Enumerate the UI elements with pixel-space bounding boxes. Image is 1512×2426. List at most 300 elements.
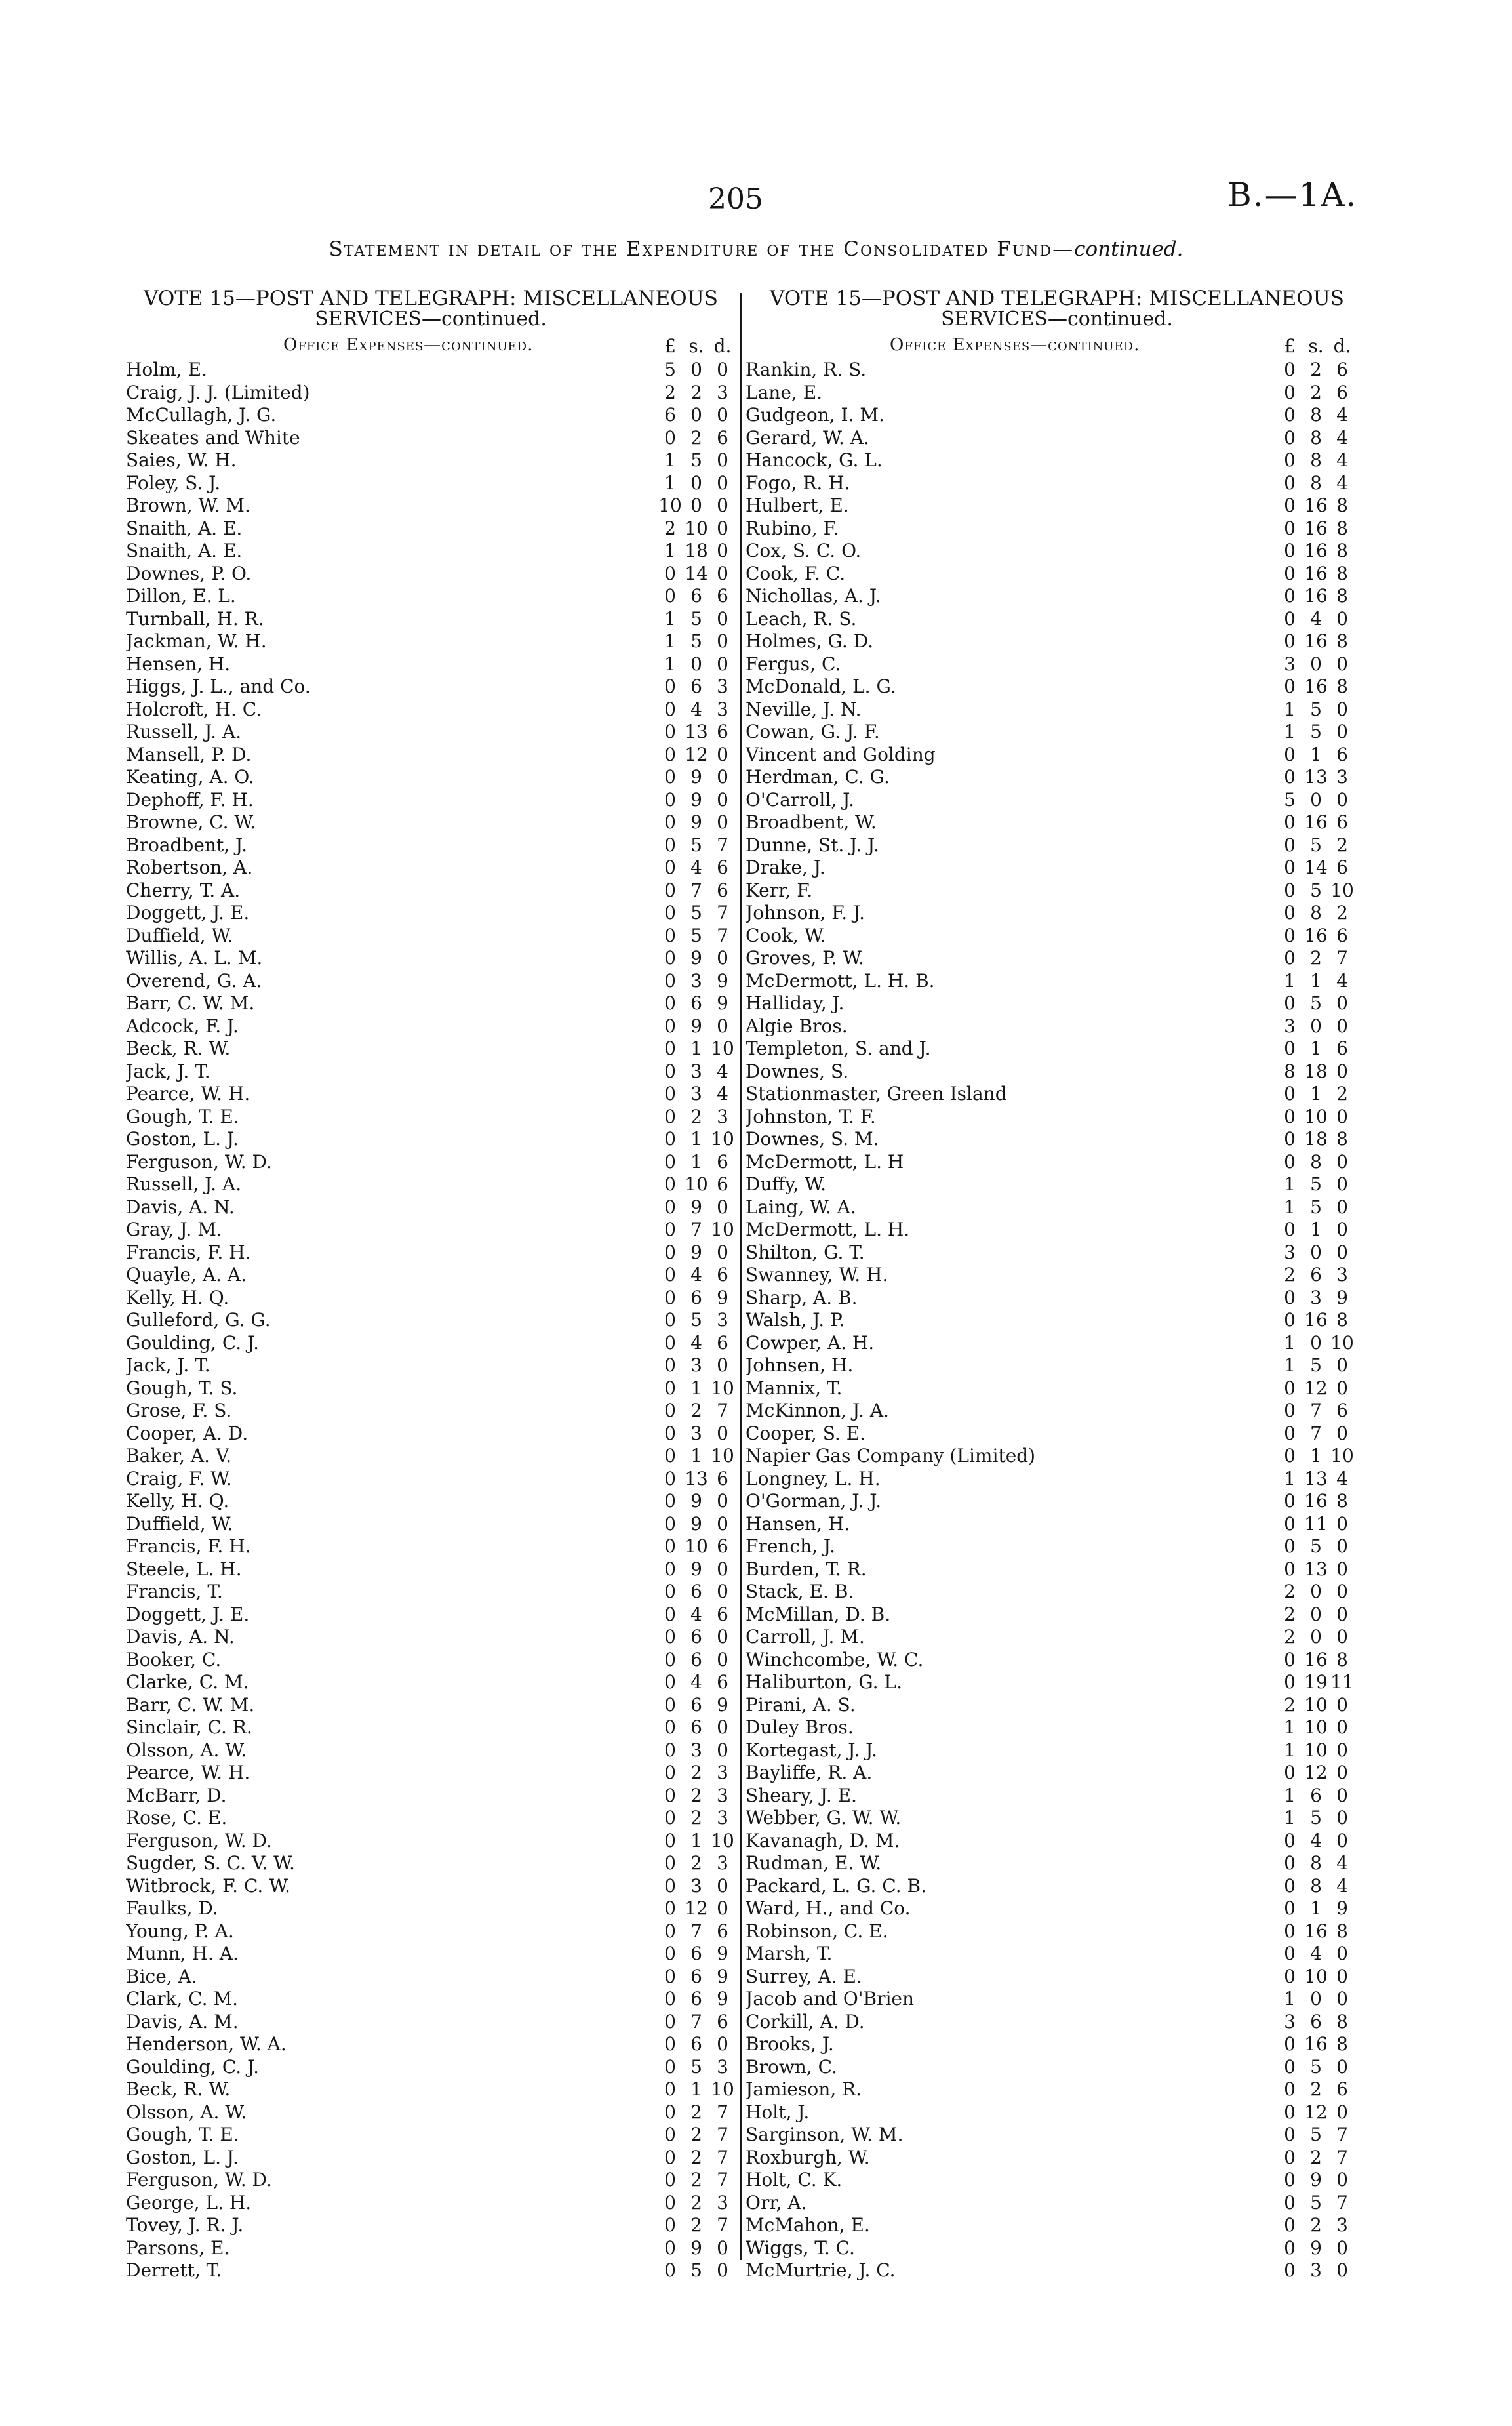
amount-pence: 7: [717, 2146, 728, 2168]
expense-row: [126, 834, 736, 857]
amount-shillings: 12: [1304, 1762, 1328, 1783]
payee-name: Johnston, T. F.: [746, 1105, 876, 1127]
amount-pounds: 2: [664, 517, 676, 539]
amount-shillings: 2: [690, 2191, 702, 2214]
expense-row: [746, 653, 1368, 676]
amount-shillings: 5: [690, 2055, 702, 2078]
expense-row: [746, 1083, 1368, 1106]
amount-pence: 6: [717, 1173, 728, 1195]
amount-pence: 6: [717, 1331, 728, 1354]
amount-pence: 0: [717, 2236, 728, 2259]
expense-row: [126, 721, 736, 744]
amount-pounds: 0: [664, 902, 676, 923]
amount-shillings: 1: [690, 1038, 702, 1059]
amount-shillings: 9: [690, 811, 702, 833]
amount-pence: 6: [717, 1150, 728, 1173]
amount-pounds: 1: [664, 607, 676, 630]
amount-pounds: 0: [1284, 1648, 1296, 1670]
amount-shillings: 8: [1310, 1874, 1322, 1897]
amount-pence: 0: [1336, 1241, 1348, 1263]
payee-name: Vincent and Golding: [746, 743, 936, 765]
amount-pounds: 0: [1284, 834, 1296, 856]
amount-shillings: 9: [690, 788, 702, 811]
payee-name: Jack, J. T.: [126, 1060, 210, 1082]
amount-pounds: 0: [1284, 1286, 1296, 1308]
expense-row: [126, 698, 736, 721]
amount-shillings: 0: [690, 359, 702, 380]
expense-row: [746, 472, 1368, 495]
amount-pence: 0: [1336, 1807, 1348, 1829]
expense-row: [126, 1716, 736, 1739]
amount-pence: 0: [717, 1241, 728, 1263]
payee-name: Fogo, R. H.: [746, 472, 850, 494]
payee-name: Beck, R. W.: [126, 2078, 231, 2100]
amount-shillings: 2: [690, 1105, 702, 1127]
left-section-header: [126, 335, 736, 359]
amount-pounds: 0: [664, 1581, 676, 1602]
amount-shillings: 0: [1310, 1603, 1322, 1625]
expense-row: [126, 585, 736, 608]
expense-row: [746, 1490, 1368, 1513]
amount-pounds: 1: [1284, 1354, 1296, 1376]
amount-shillings: 3: [1310, 1286, 1322, 1308]
amount-pounds: 0: [664, 1829, 676, 1851]
amount-shillings: 1: [690, 1150, 702, 1173]
payee-name: Clark, C. M.: [126, 1988, 239, 2010]
amount-shillings: 14: [685, 562, 708, 584]
expense-row: [126, 2169, 736, 2192]
expense-row: [126, 1671, 736, 1694]
expense-row: [746, 540, 1368, 563]
amount-pence: 10: [711, 1128, 734, 1150]
payee-name: Johnsen, H.: [746, 1354, 854, 1376]
amount-pence: 0: [1336, 2055, 1348, 2078]
expense-row: [126, 1604, 736, 1627]
expense-row: [126, 1061, 736, 1083]
amount-pence: 8: [1336, 540, 1348, 561]
amount-shillings: 9: [690, 947, 702, 969]
payee-name: Gough, T. S.: [126, 1377, 238, 1399]
amount-pence: 6: [1336, 359, 1348, 380]
amount-pence: 0: [717, 1422, 728, 1444]
expense-row: [126, 811, 736, 834]
amount-pence: 3: [717, 1309, 728, 1331]
amount-pounds: 0: [1284, 1920, 1296, 1942]
amount-shillings: 7: [690, 1219, 702, 1240]
amount-pounds: 0: [664, 1626, 676, 1648]
amount-pence: 8: [1336, 495, 1348, 516]
amount-pence: 9: [717, 969, 728, 992]
expense-row: [126, 1468, 736, 1491]
amount-pounds: 0: [664, 676, 676, 697]
amount-pounds: 0: [664, 2236, 676, 2259]
amount-shillings: 16: [1304, 1648, 1328, 1670]
amount-shillings: 3: [1310, 2259, 1322, 2281]
amount-pounds: 0: [664, 1354, 676, 1376]
amount-shillings: 8: [1310, 449, 1322, 471]
expense-row: [126, 2033, 736, 2056]
amount-pence: 9: [717, 1988, 728, 2010]
amount-pounds: 0: [664, 879, 676, 901]
amount-shillings: 13: [685, 1467, 708, 1489]
expense-row: [126, 1558, 736, 1581]
payee-name: Snaith, A. E.: [126, 517, 243, 539]
amount-pence: 0: [1336, 1354, 1348, 1376]
amount-shillings: 8: [1310, 1150, 1322, 1173]
expense-row: [746, 2192, 1368, 2215]
amount-shillings: 1: [1310, 1083, 1322, 1104]
right-column: [746, 289, 1368, 2282]
payee-name: Herdman, C. G.: [746, 766, 890, 788]
expense-row: [746, 1445, 1368, 1468]
payee-name: Johnson, F. J.: [746, 902, 865, 923]
payee-name: Turnball, H. R.: [126, 607, 264, 630]
amount-pounds: 0: [664, 1015, 676, 1037]
payee-name: Bayliffe, R. A.: [746, 1762, 873, 1783]
amount-shillings: 1: [690, 1128, 702, 1150]
payee-name: Davis, A. N.: [126, 1196, 235, 1218]
amount-pence: 0: [717, 1716, 728, 1738]
expense-row: [126, 1875, 736, 1898]
expense-row: [746, 1151, 1368, 1174]
expense-row: [746, 1535, 1368, 1558]
amount-shillings: 5: [1310, 1173, 1322, 1195]
amount-pounds: 0: [1284, 1512, 1296, 1535]
amount-pence: 3: [717, 698, 728, 720]
amount-pence: 0: [1336, 1784, 1348, 1806]
amount-pounds: 0: [664, 2259, 676, 2281]
amount-shillings: 5: [1310, 698, 1322, 720]
expense-row: [746, 721, 1368, 744]
expense-row: [746, 1242, 1368, 1264]
amount-pounds: 0: [1284, 2078, 1296, 2100]
amount-shillings: 10: [685, 1173, 708, 1195]
expense-row: [746, 2056, 1368, 2079]
amount-pounds: 0: [664, 834, 676, 856]
expense-row: [746, 1739, 1368, 1762]
expense-row: [126, 2101, 736, 2124]
amount-pounds: 0: [1284, 1377, 1296, 1399]
amount-pence: 9: [717, 1693, 728, 1716]
amount-pence: 4: [717, 1083, 728, 1104]
payee-name: Skeates and White: [126, 426, 300, 449]
amount-pence: 4: [1336, 404, 1348, 426]
amount-pence: 10: [711, 2078, 734, 2100]
amount-pounds: 0: [1284, 2146, 1296, 2168]
payee-name: Winchcombe, W. C.: [746, 1648, 924, 1670]
amount-shillings: 9: [1310, 2236, 1322, 2259]
amount-pounds: 0: [1284, 585, 1296, 607]
right-section-title: Office Expenses—continued.: [890, 335, 1140, 355]
right-vote-title: VOTE 15—POST AND TELEGRAPH: MISCELLANEOUS: [770, 287, 1344, 310]
amount-pence: 10: [711, 1377, 734, 1399]
amount-pence: 8: [1336, 562, 1348, 584]
amount-pence: 0: [1336, 698, 1348, 720]
amount-pounds: 0: [1284, 1445, 1296, 1466]
amount-shillings: 6: [690, 1965, 702, 1987]
amount-pounds: 0: [1284, 517, 1296, 539]
expense-row: [126, 1966, 736, 1989]
amount-pence: 6: [1336, 2078, 1348, 2100]
expense-row: [746, 676, 1368, 698]
amount-pence: 0: [1336, 1150, 1348, 1173]
amount-pounds: 3: [1284, 653, 1296, 675]
expense-row: [746, 630, 1368, 653]
amount-pounds: 0: [664, 1807, 676, 1829]
amount-pence: 10: [1330, 879, 1354, 901]
payee-name: Roxburgh, W.: [746, 2146, 870, 2168]
amount-shillings: 12: [685, 743, 708, 765]
payee-name: Wiggs, T. C.: [746, 2236, 855, 2259]
amount-pence: 4: [717, 1060, 728, 1082]
expense-row: [126, 2147, 736, 2170]
payee-name: Halliday, J.: [746, 992, 845, 1014]
amount-shillings: 4: [1310, 1943, 1322, 1964]
amount-pounds: 0: [1284, 902, 1296, 923]
amount-pounds: 0: [1284, 1422, 1296, 1444]
expense-row: [126, 744, 736, 767]
expense-row: [126, 970, 736, 993]
amount-pence: 6: [717, 1920, 728, 1942]
expense-row: [746, 811, 1368, 834]
amount-shillings: 3: [690, 1874, 702, 1897]
amount-shillings: 18: [1304, 1060, 1328, 1082]
statement-title-main: Statement in detail of the Expenditure of the Consolidated Fund—: [328, 237, 1075, 261]
expense-row: [126, 1173, 736, 1196]
amount-pounds: 0: [1284, 2191, 1296, 2214]
amount-shillings: 16: [1304, 630, 1328, 652]
amount-pounds: 0: [1284, 1038, 1296, 1059]
amount-pence: 6: [717, 585, 728, 607]
payee-name: Mansell, P. D.: [126, 743, 252, 765]
amount-shillings: 5: [1310, 2055, 1322, 2078]
amount-pounds: 1: [1284, 1807, 1296, 1829]
amount-shillings: 1: [1310, 1445, 1322, 1466]
payee-name: Sharp, A. B.: [746, 1286, 858, 1308]
expense-row: [126, 1400, 736, 1423]
payee-name: Drake, J.: [746, 857, 826, 878]
amount-pence: 0: [1336, 1693, 1348, 1716]
payee-name: Quayle, A. A.: [126, 1264, 247, 1285]
expense-row: [746, 585, 1368, 608]
amount-pence: 8: [1336, 676, 1348, 697]
expense-row: [126, 1423, 736, 1445]
amount-pounds: 2: [1284, 1693, 1296, 1716]
amount-pounds: 2: [1284, 1581, 1296, 1602]
payee-name: Haliburton, G. L.: [746, 1671, 902, 1693]
amount-pounds: 0: [664, 1331, 676, 1354]
expense-row: [126, 608, 736, 631]
payee-name: Pearce, W. H.: [126, 1083, 250, 1104]
expense-row: [746, 359, 1368, 382]
left-currency-header: [657, 335, 736, 357]
amount-shillings: 5: [690, 1309, 702, 1331]
amount-shillings: 12: [685, 1897, 708, 1919]
amount-shillings: 10: [1304, 1693, 1328, 1716]
amount-pounds: 0: [1284, 2124, 1296, 2145]
payee-name: Beck, R. W.: [126, 1038, 231, 1059]
amount-pence: 0: [1336, 2236, 1348, 2259]
amount-pence: 10: [1330, 1445, 1354, 1466]
amount-pounds: 0: [664, 2124, 676, 2145]
expense-row: [746, 2169, 1368, 2192]
amount-pence: 8: [1336, 1920, 1348, 1942]
expense-row: [126, 766, 736, 789]
payee-name: Orr, A.: [746, 2191, 807, 2214]
expense-row: [746, 2259, 1368, 2282]
amount-pence: 0: [717, 947, 728, 969]
amount-pounds: 0: [1284, 2101, 1296, 2123]
amount-pence: 6: [717, 1535, 728, 1557]
right-currency-header: [1277, 335, 1355, 357]
amount-pounds: 0: [1284, 2214, 1296, 2236]
amount-shillings: 2: [690, 1784, 702, 1806]
payee-name: Brown, C.: [746, 2055, 837, 2078]
amount-pounds: 0: [664, 992, 676, 1014]
amount-pounds: 1: [1284, 969, 1296, 992]
amount-pence: 9: [717, 1943, 728, 1964]
expense-row: [126, 540, 736, 563]
expense-row: [746, 744, 1368, 767]
amount-pounds: 0: [1284, 607, 1296, 630]
amount-pounds: 0: [664, 1377, 676, 1399]
amount-shillings: 4: [1310, 1829, 1322, 1851]
expense-row: [746, 1287, 1368, 1310]
payee-name: Kortegast, J. J.: [746, 1739, 878, 1761]
expense-row: [746, 1943, 1368, 1966]
right-section-header: [746, 335, 1368, 359]
amount-pence: 9: [717, 1286, 728, 1308]
amount-pence: 0: [1336, 2169, 1348, 2191]
amount-shillings: 0: [690, 404, 702, 426]
amount-pounds: 0: [664, 2033, 676, 2055]
amount-pence: 0: [717, 472, 728, 494]
amount-shillings: 9: [690, 766, 702, 788]
amount-pence: 0: [1336, 1626, 1348, 1648]
expense-row: [126, 495, 736, 517]
amount-shillings: 9: [690, 1196, 702, 1218]
amount-shillings: 2: [1310, 2146, 1322, 2168]
expense-row: [126, 925, 736, 948]
amount-shillings: 2: [1310, 381, 1322, 403]
amount-pounds: 0: [664, 1105, 676, 1127]
expense-row: [126, 1626, 736, 1649]
amount-shillings: 0: [1310, 1331, 1322, 1354]
amount-pounds: 0: [1284, 1874, 1296, 1897]
expense-row: [746, 1875, 1368, 1898]
amount-pence: 4: [1336, 449, 1348, 471]
expense-row: [126, 2192, 736, 2215]
payee-name: McKinnon, J. A.: [746, 1400, 889, 1421]
payee-name: Gough, T. E.: [126, 2124, 239, 2145]
amount-pounds: 0: [1284, 2033, 1296, 2055]
expense-row: [126, 2056, 736, 2079]
expense-row: [126, 1513, 736, 1536]
amount-pounds: 0: [664, 1943, 676, 1964]
amount-pence: 6: [1336, 743, 1348, 765]
expense-row: [746, 495, 1368, 517]
amount-pounds: 1: [664, 449, 676, 471]
expense-row: [746, 1694, 1368, 1717]
amount-pence: 0: [717, 1626, 728, 1648]
amount-shillings: 5: [1310, 721, 1322, 742]
expense-row: [746, 1468, 1368, 1491]
payee-name: Parsons, E.: [126, 2236, 230, 2259]
expense-row: [746, 2214, 1368, 2237]
amount-shillings: 7: [690, 1920, 702, 1942]
amount-pence: 0: [1336, 653, 1348, 675]
amount-shillings: 3: [690, 1422, 702, 1444]
amount-shillings: 1: [1310, 1897, 1322, 1919]
amount-pounds: 0: [664, 1784, 676, 1806]
amount-shillings: 2: [690, 2101, 702, 2123]
payee-name: Gudgeon, I. M.: [746, 404, 885, 426]
amount-shillings: 5: [1310, 1196, 1322, 1218]
amount-pence: 0: [1336, 1219, 1348, 1240]
amount-shillings: 16: [1304, 811, 1328, 833]
payee-name: Baker, A. V.: [126, 1445, 232, 1466]
amount-pence: 6: [717, 1467, 728, 1489]
amount-shillings: 9: [1310, 2169, 1322, 2191]
amount-pence: 2: [1336, 902, 1348, 923]
amount-pence: 3: [1336, 766, 1348, 788]
expense-row: [746, 1061, 1368, 1083]
amount-shillings: 13: [1304, 1558, 1328, 1580]
amount-pounds: 0: [1284, 1943, 1296, 1964]
payee-name: Pirani, A. S.: [746, 1693, 856, 1716]
amount-shillings: 13: [1304, 1467, 1328, 1489]
amount-pounds: 0: [664, 1083, 676, 1104]
expense-row: [126, 1038, 736, 1061]
amount-pence: 0: [1336, 721, 1348, 742]
amount-pounds: 0: [664, 1693, 676, 1716]
amount-pounds: 1: [1284, 1467, 1296, 1489]
amount-pence: 6: [1336, 857, 1348, 878]
payee-name: Hulbert, E.: [746, 495, 849, 516]
amount-pounds: 1: [664, 540, 676, 561]
amount-shillings: 10: [1304, 1105, 1328, 1127]
amount-shillings: 16: [1304, 676, 1328, 697]
amount-pence: 3: [717, 1784, 728, 1806]
amount-shillings: 0: [1310, 653, 1322, 675]
amount-pence: 7: [717, 924, 728, 946]
expense-row: [126, 1196, 736, 1219]
payee-name: Higgs, J. L., and Co.: [126, 676, 311, 697]
amount-pence: 0: [717, 788, 728, 811]
amount-pence: 0: [1336, 1762, 1348, 1783]
amount-pounds: 0: [664, 2191, 676, 2214]
amount-pence: 0: [1336, 1196, 1348, 1218]
payee-name: Russell, J. A.: [126, 1173, 242, 1195]
amount-pence: 0: [717, 607, 728, 630]
amount-shillings: 16: [1304, 1309, 1328, 1331]
payee-name: Jacob and O'Brien: [746, 1988, 915, 2010]
expense-row: [126, 1581, 736, 1604]
expense-row: [126, 653, 736, 676]
amount-pence: 0: [1336, 1603, 1348, 1625]
payee-name: Kerr, F.: [746, 879, 813, 901]
amount-shillings: 3: [690, 969, 702, 992]
expense-row: [126, 472, 736, 495]
amount-pence: 0: [717, 1354, 728, 1376]
expense-row: [746, 1038, 1368, 1061]
expense-row: [746, 449, 1368, 472]
expense-row: [126, 676, 736, 698]
payee-name: Rudman, E. W.: [746, 1852, 882, 1874]
amount-pence: 0: [1336, 1015, 1348, 1037]
payee-name: Barr, C. W. M.: [126, 1693, 255, 1716]
amount-pounds: 6: [664, 404, 676, 426]
